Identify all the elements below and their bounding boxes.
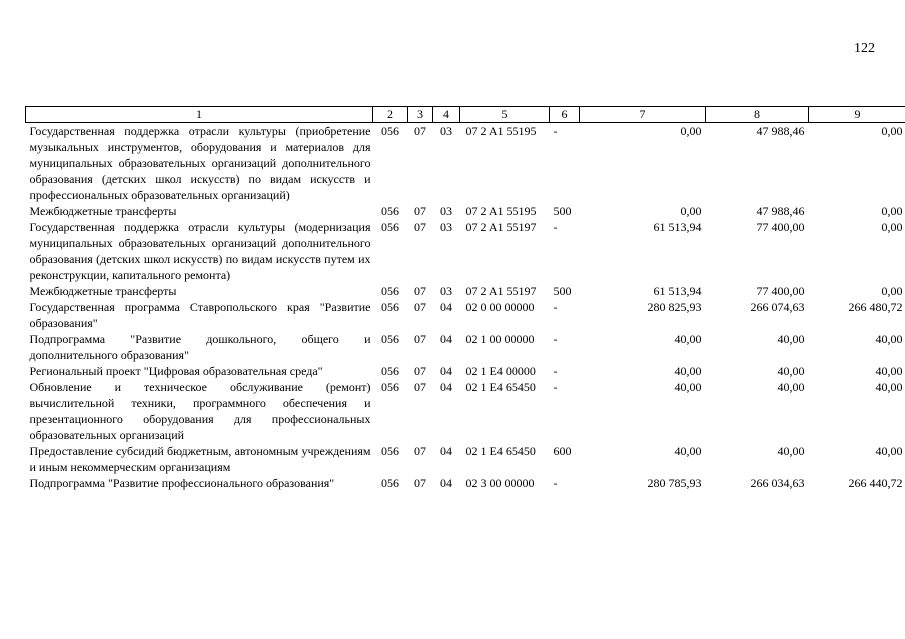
name-cell: Государственная поддержка отрасли культуры (модернизация муниципальных образовательных организаций дополнительного образования (детских школ искусств) по видам искусств путем их реконструкции, капитального ремонта) (29, 220, 371, 282)
amount-col8-cell: 40,00 (777, 444, 805, 458)
name-cell: Подпрограмма "Развитие дошкольного, общего и дополнительного образования" (29, 332, 371, 362)
subsection-cell: 04 (440, 364, 452, 378)
section-cell: 07 (414, 124, 426, 138)
subsection-cell: 04 (440, 300, 452, 314)
target-article-cell: 07 2 A1 55197 (465, 284, 537, 298)
budget-table (25, 106, 905, 491)
target-article-cell: 02 1 E4 65450 (465, 444, 536, 458)
subsection-cell: 03 (440, 220, 452, 234)
expense-type-cell: - (553, 300, 558, 314)
amount-col7-cell: 40,00 (674, 380, 702, 394)
expense-type-cell: - (553, 364, 558, 378)
name-cell: Обновление и техническое обслуживание (ремонт) вычислительной техники, программного обеспечения и презентационного оборудования для профессиональных образовательных организаций (29, 380, 371, 442)
page-number: 122 (854, 41, 875, 56)
amount-col9-cell: 0,00 (881, 220, 903, 234)
amount-col9-cell: 40,00 (875, 380, 903, 394)
amount-col8-cell: 47 988,46 (756, 204, 805, 218)
column-header-3: 3 (408, 107, 433, 123)
amount-col9-cell: 266 440,72 (848, 476, 903, 490)
amount-col9-cell: 40,00 (875, 444, 903, 458)
section-cell: 07 (414, 364, 426, 378)
subsection-cell: 03 (440, 284, 452, 298)
ministry-code-cell: 056 (381, 284, 399, 298)
table-row (26, 299, 905, 331)
expense-type-cell: 500 (553, 284, 572, 298)
section-cell: 07 (414, 332, 426, 346)
ministry-code-cell: 056 (381, 204, 399, 218)
name-cell: Предоставление субсидий бюджетным, автономным учреждениям и иным некоммерческим организациям (29, 444, 371, 474)
expense-type-cell: - (553, 332, 558, 346)
table-row (26, 443, 905, 475)
table-row (26, 203, 905, 219)
target-article-cell: 02 3 00 00000 (465, 476, 535, 490)
table-row (26, 123, 905, 204)
target-article-cell: 07 2 A1 55197 (465, 220, 537, 234)
ministry-code-cell: 056 (381, 444, 399, 458)
name-cell: Государственная программа Ставропольского края "Развитие образования" (29, 300, 371, 330)
column-header-4: 4 (433, 107, 460, 123)
amount-col8-cell: 40,00 (777, 364, 805, 378)
expense-type-cell: - (553, 476, 558, 490)
name-cell: Межбюджетные трансферты (29, 204, 177, 218)
amount-col7-cell: 40,00 (674, 444, 702, 458)
ministry-code-cell: 056 (381, 476, 399, 490)
amount-col9-cell: 40,00 (875, 332, 903, 346)
target-article-cell: 02 1 00 00000 (465, 332, 535, 346)
section-cell: 07 (414, 380, 426, 394)
expense-type-cell: - (553, 220, 558, 234)
section-cell: 07 (414, 300, 426, 314)
ministry-code-cell: 056 (381, 300, 399, 314)
expense-type-cell: - (553, 124, 558, 138)
ministry-code-cell: 056 (381, 380, 399, 394)
table-row (26, 363, 905, 379)
table-row (26, 379, 905, 443)
amount-col9-cell: 40,00 (875, 364, 903, 378)
amount-col8-cell: 40,00 (777, 332, 805, 346)
amount-col8-cell: 266 074,63 (750, 300, 805, 314)
column-header-6: 6 (550, 107, 580, 123)
table-header-row (26, 107, 905, 123)
amount-col7-cell: 61 513,94 (653, 220, 702, 234)
ministry-code-cell: 056 (381, 124, 399, 138)
expense-type-cell: 500 (553, 204, 572, 218)
expense-type-cell: 600 (553, 444, 572, 458)
amount-col7-cell: 0,00 (680, 124, 702, 138)
section-cell: 07 (414, 204, 426, 218)
subsection-cell: 03 (440, 204, 452, 218)
column-header-8: 8 (706, 107, 809, 123)
amount-col7-cell: 61 513,94 (653, 284, 702, 298)
amount-col9-cell: 0,00 (881, 204, 903, 218)
column-header-7: 7 (580, 107, 706, 123)
amount-col8-cell: 47 988,46 (756, 124, 805, 138)
subsection-cell: 03 (440, 124, 452, 138)
section-cell: 07 (414, 444, 426, 458)
ministry-code-cell: 056 (381, 220, 399, 234)
target-article-cell: 02 1 E4 65450 (465, 380, 536, 394)
amount-col9-cell: 0,00 (881, 124, 903, 138)
name-cell: Государственная поддержка отрасли культуры (приобретение музыкальных инструментов, оборудования и материалов для муниципальных образовательных организаций дополнительного образования (детских школ искусств) по видам искусств и профессиональных образовательных организаций) (29, 124, 371, 202)
name-cell: Подпрограмма "Развитие профессионального образования" (29, 476, 335, 490)
column-header-2: 2 (373, 107, 408, 123)
name-cell: Региональный проект "Цифровая образовательная среда" (29, 364, 323, 378)
target-article-cell: 02 0 00 00000 (465, 300, 535, 314)
subsection-cell: 04 (440, 476, 452, 490)
table-row (26, 283, 905, 299)
column-header-5: 5 (460, 107, 550, 123)
amount-col7-cell: 40,00 (674, 364, 702, 378)
subsection-cell: 04 (440, 332, 452, 346)
target-article-cell: 02 1 E4 00000 (465, 364, 536, 378)
amount-col8-cell: 77 400,00 (756, 220, 805, 234)
amount-col8-cell: 77 400,00 (756, 284, 805, 298)
amount-col7-cell: 280 785,93 (647, 476, 702, 490)
column-header-1: 1 (26, 107, 373, 123)
amount-col7-cell: 0,00 (680, 204, 702, 218)
name-cell: Межбюджетные трансферты (29, 284, 177, 298)
amount-col9-cell: 266 480,72 (848, 300, 903, 314)
subsection-cell: 04 (440, 444, 452, 458)
table-body (26, 123, 905, 492)
target-article-cell: 07 2 A1 55195 (465, 124, 537, 138)
amount-col8-cell: 266 034,63 (750, 476, 805, 490)
table-row (26, 219, 905, 283)
table-row (26, 331, 905, 363)
target-article-cell: 07 2 A1 55195 (465, 204, 537, 218)
amount-col8-cell: 40,00 (777, 380, 805, 394)
amount-col9-cell: 0,00 (881, 284, 903, 298)
section-cell: 07 (414, 284, 426, 298)
section-cell: 07 (414, 220, 426, 234)
amount-col7-cell: 280 825,93 (647, 300, 702, 314)
subsection-cell: 04 (440, 380, 452, 394)
column-header-9: 9 (809, 107, 905, 123)
ministry-code-cell: 056 (381, 364, 399, 378)
ministry-code-cell: 056 (381, 332, 399, 346)
amount-col7-cell: 40,00 (674, 332, 702, 346)
expense-type-cell: - (553, 380, 558, 394)
table-row (26, 475, 905, 491)
section-cell: 07 (414, 476, 426, 490)
